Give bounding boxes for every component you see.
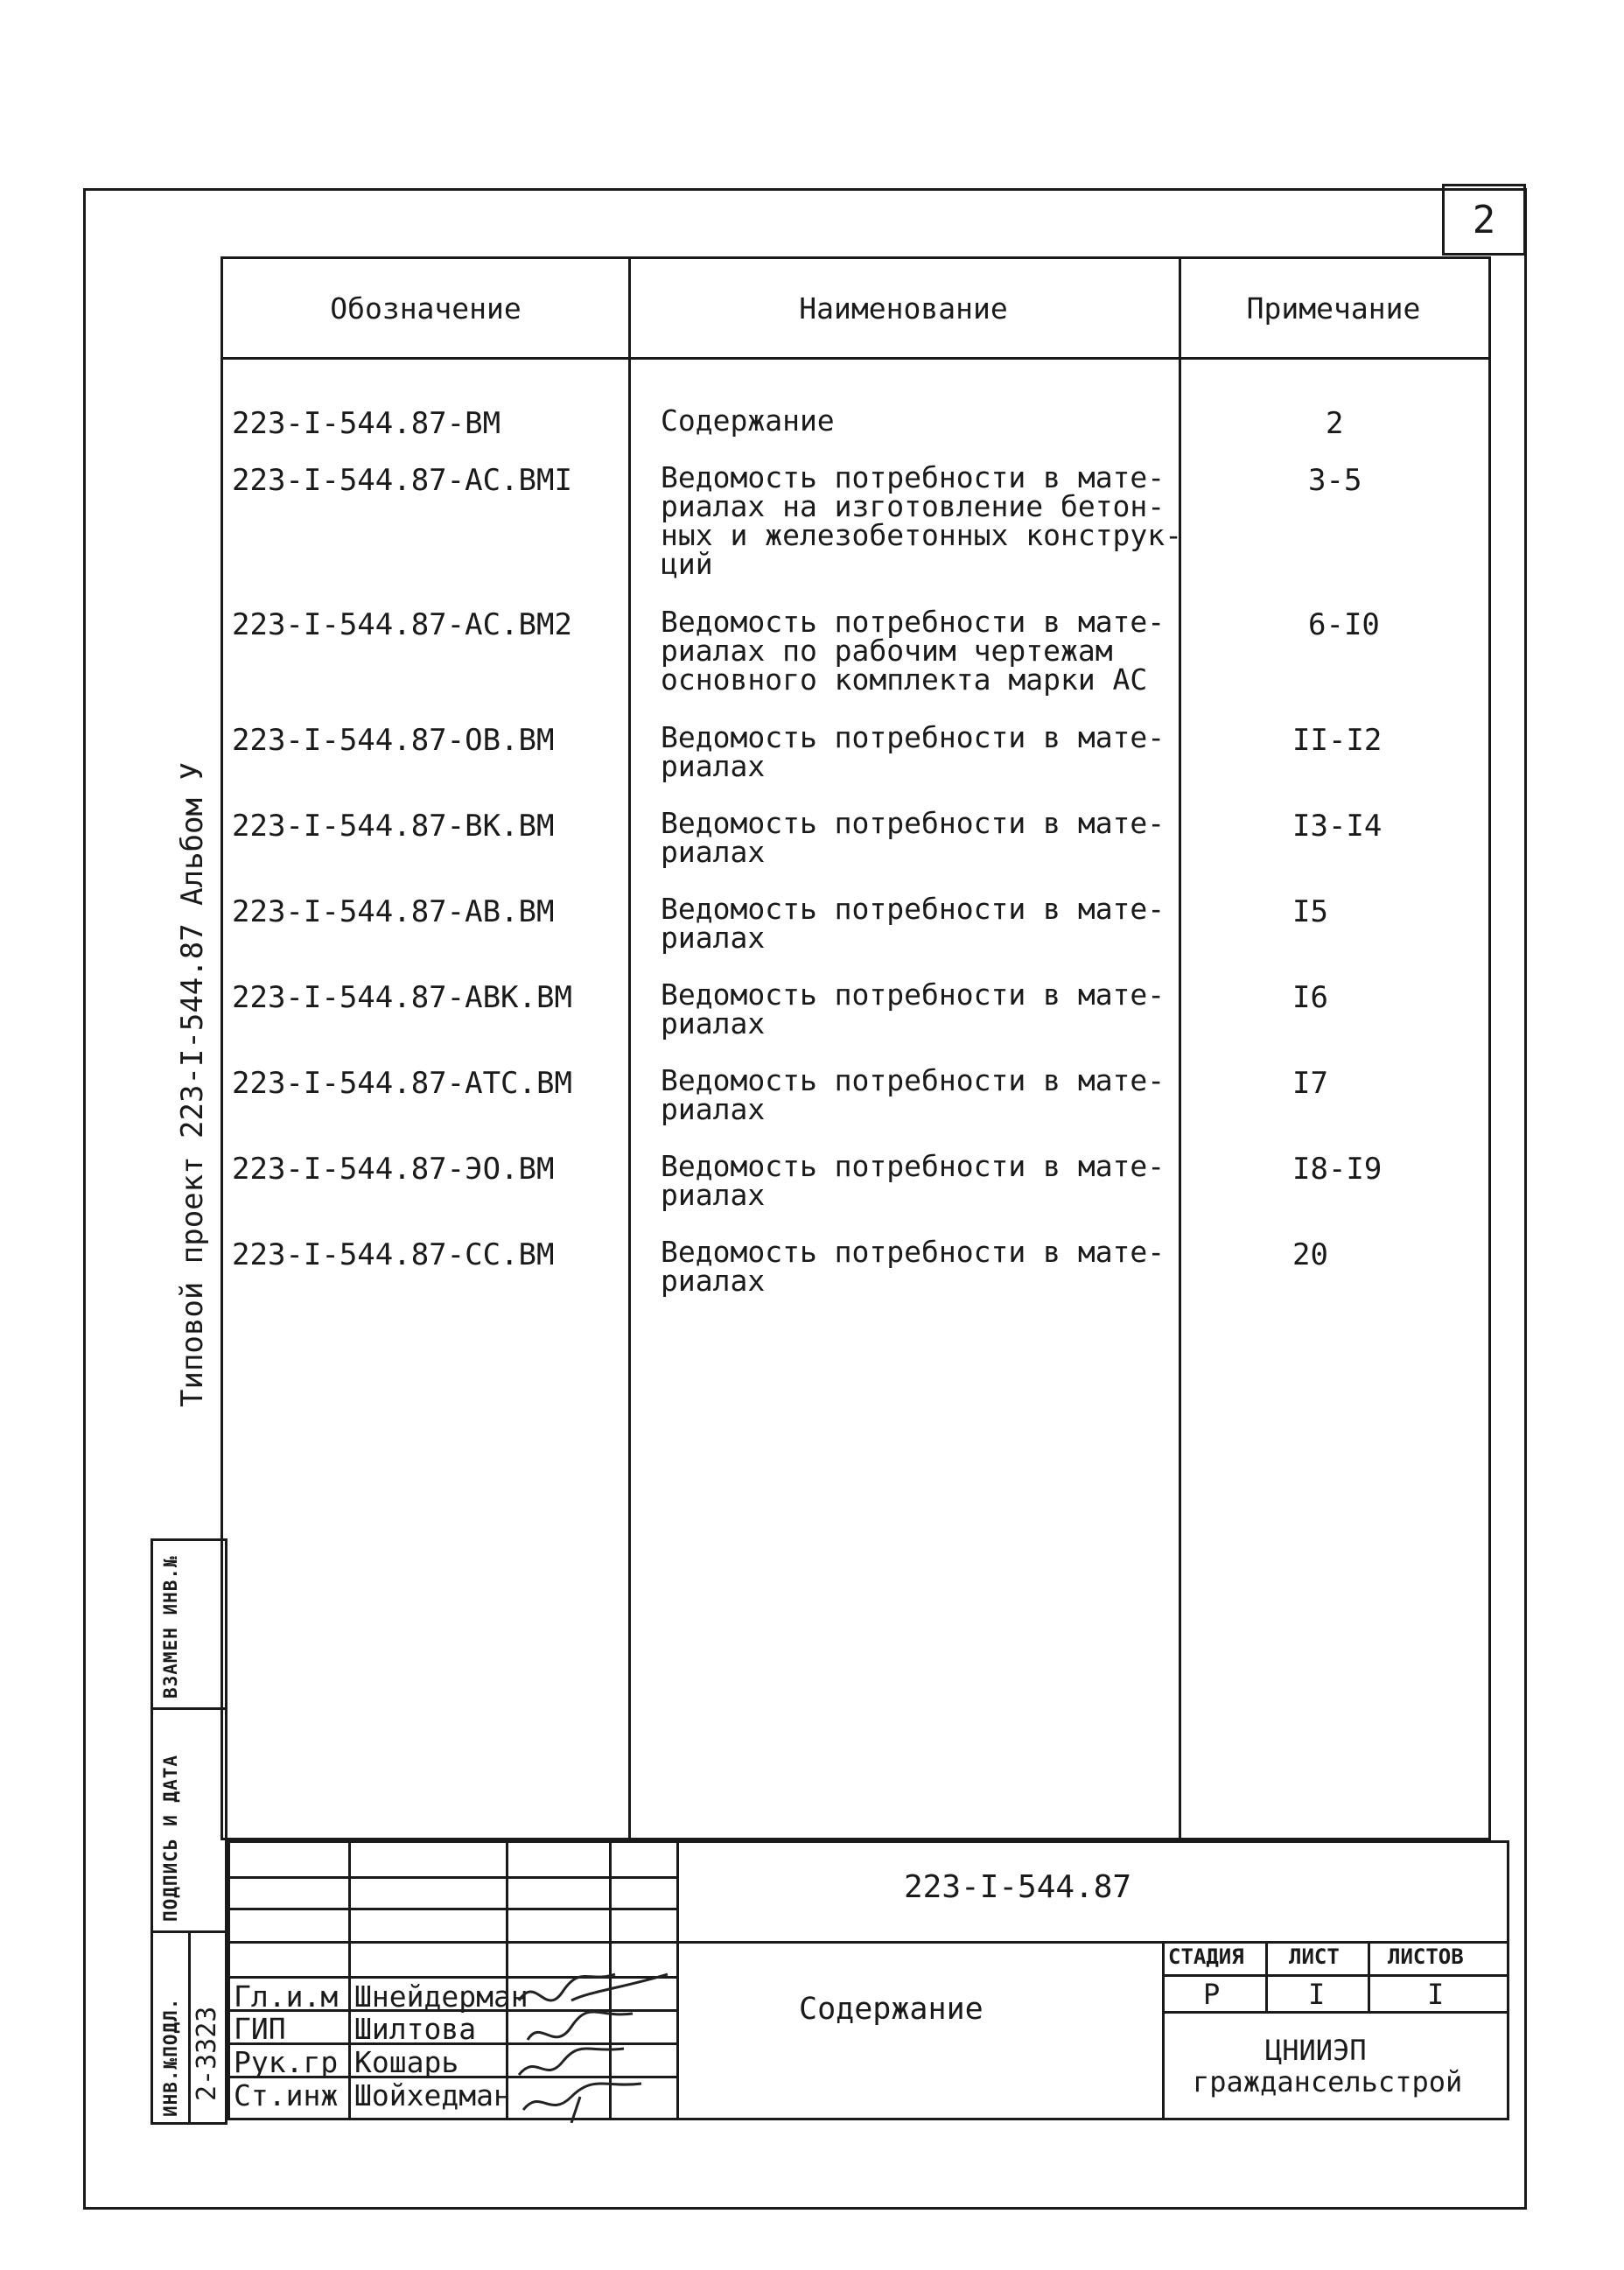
row-code: 223-I-544.87-СС.ВМ [232,1237,555,1272]
signatory-role: Ст.инж [234,2078,339,2112]
org-name-line1: ЦНИИЭП [1265,2034,1367,2067]
signatory-role: ГИП [234,2012,286,2046]
row-code: 223-I-544.87-ВК.ВМ [232,809,555,844]
row-note: 2 [1326,406,1344,441]
row-name: Ведомость потребности в мате-риалах [661,892,1166,955]
row-name: Ведомость потребности в мате-риалах [661,1235,1166,1298]
sheets-value: I [1427,1978,1445,2011]
signatory-name: Шойхедман [354,2078,511,2112]
stamp-sign-date: ПОДПИСЬ И ДАТА [160,1754,181,1922]
row-code: 223-I-544.87-АС.ВМ2 [232,607,572,642]
stage-value: Р [1203,1978,1221,2011]
row-note: I8-I9 [1292,1152,1382,1187]
header-note: Примечание [1246,291,1421,326]
row-name: Ведомость потребности в мате-риалах на изготовление бетон-ных и железобетонных конструк-ций [661,460,1183,581]
signatory-role: Рук.гр [234,2045,339,2079]
signatory-name: Шнейдерман [354,1979,528,2014]
sheet-value: I [1308,1978,1326,2011]
row-code: 223-I-544.87-АТС.ВМ [232,1066,572,1101]
stamp-inv-number: 2-3323 [192,2006,222,2101]
header-name: Наименование [799,291,1008,326]
row-code: 223-I-544.87-ВМ [232,406,501,441]
row-name: Ведомость потребности в мате-риалах [661,806,1166,869]
row-name: Ведомость потребности в мате-риалах по рабочим чертежам основного комплекта марки АС [661,605,1166,697]
grid-line [1162,2011,1509,2014]
grid-line [676,1843,679,2118]
signatory-role: Гл.и.м [234,1979,339,2014]
column-divider [628,259,631,1838]
grid-line [1162,1974,1509,1977]
stamp-replace-inv: ВЗАМЕН ИНВ.№ [160,1555,181,1699]
row-note: 20 [1292,1237,1328,1272]
header-divider [223,357,1488,360]
row-name: Содержание [661,403,835,438]
stamp-inv-orig: ИНВ.№ПОДЛ. [160,1997,181,2117]
left-stamp-column [150,1538,228,2125]
sheets-label: ЛИСТОВ [1388,1944,1464,1969]
row-name: Ведомость потребности в мате-риалах [661,720,1166,783]
row-note: I5 [1292,894,1328,929]
stage-label: СТАДИЯ [1168,1944,1244,1969]
document-code: 223-I-544.87 [904,1869,1132,1905]
sheet-label: ЛИСТ [1289,1944,1340,1969]
page-number: 2 [1442,184,1526,256]
signatory-name: Кошарь [354,2045,459,2079]
grid-line [230,1908,676,1910]
vertical-project-title: Типовой проект 223-I-544.87 Альбом У [175,762,210,1407]
handwritten-signatures [510,1965,676,2123]
grid-line [1162,1941,1165,2118]
row-note: 6-I0 [1308,607,1380,642]
row-code: 223-I-544.87-ОВ.ВМ [232,723,555,758]
row-code: 223-I-544.87-АВК.ВМ [232,980,572,1015]
row-note: I6 [1292,980,1328,1015]
contents-table [220,256,1491,1840]
row-name: Ведомость потребности в мате-риалах [661,1063,1166,1126]
grid-line [230,1941,1509,1944]
row-code: 223-I-544.87-АС.ВМI [232,463,572,498]
title-block [228,1840,1509,2120]
org-name-line2: граждансельстрой [1193,2065,1463,2098]
signatory-name: Шилтова [354,2012,477,2046]
row-note: I3-I4 [1292,809,1382,844]
row-note: 3-5 [1308,463,1362,498]
row-code: 223-I-544.87-АВ.ВМ [232,894,555,929]
row-name: Ведомость потребности в мате-риалах [661,1149,1166,1212]
row-code: 223-I-544.87-ЭО.ВМ [232,1152,555,1187]
grid-line [230,1876,676,1879]
header-designation: Обозначение [330,291,522,326]
stamp-divider [188,1930,191,2122]
sheet-title: Содержание [799,1992,984,2027]
row-note: I7 [1292,1066,1328,1101]
stamp-divider [153,1707,225,1710]
row-note: II-I2 [1292,723,1382,758]
row-name: Ведомость потребности в мате-риалах [661,977,1166,1040]
